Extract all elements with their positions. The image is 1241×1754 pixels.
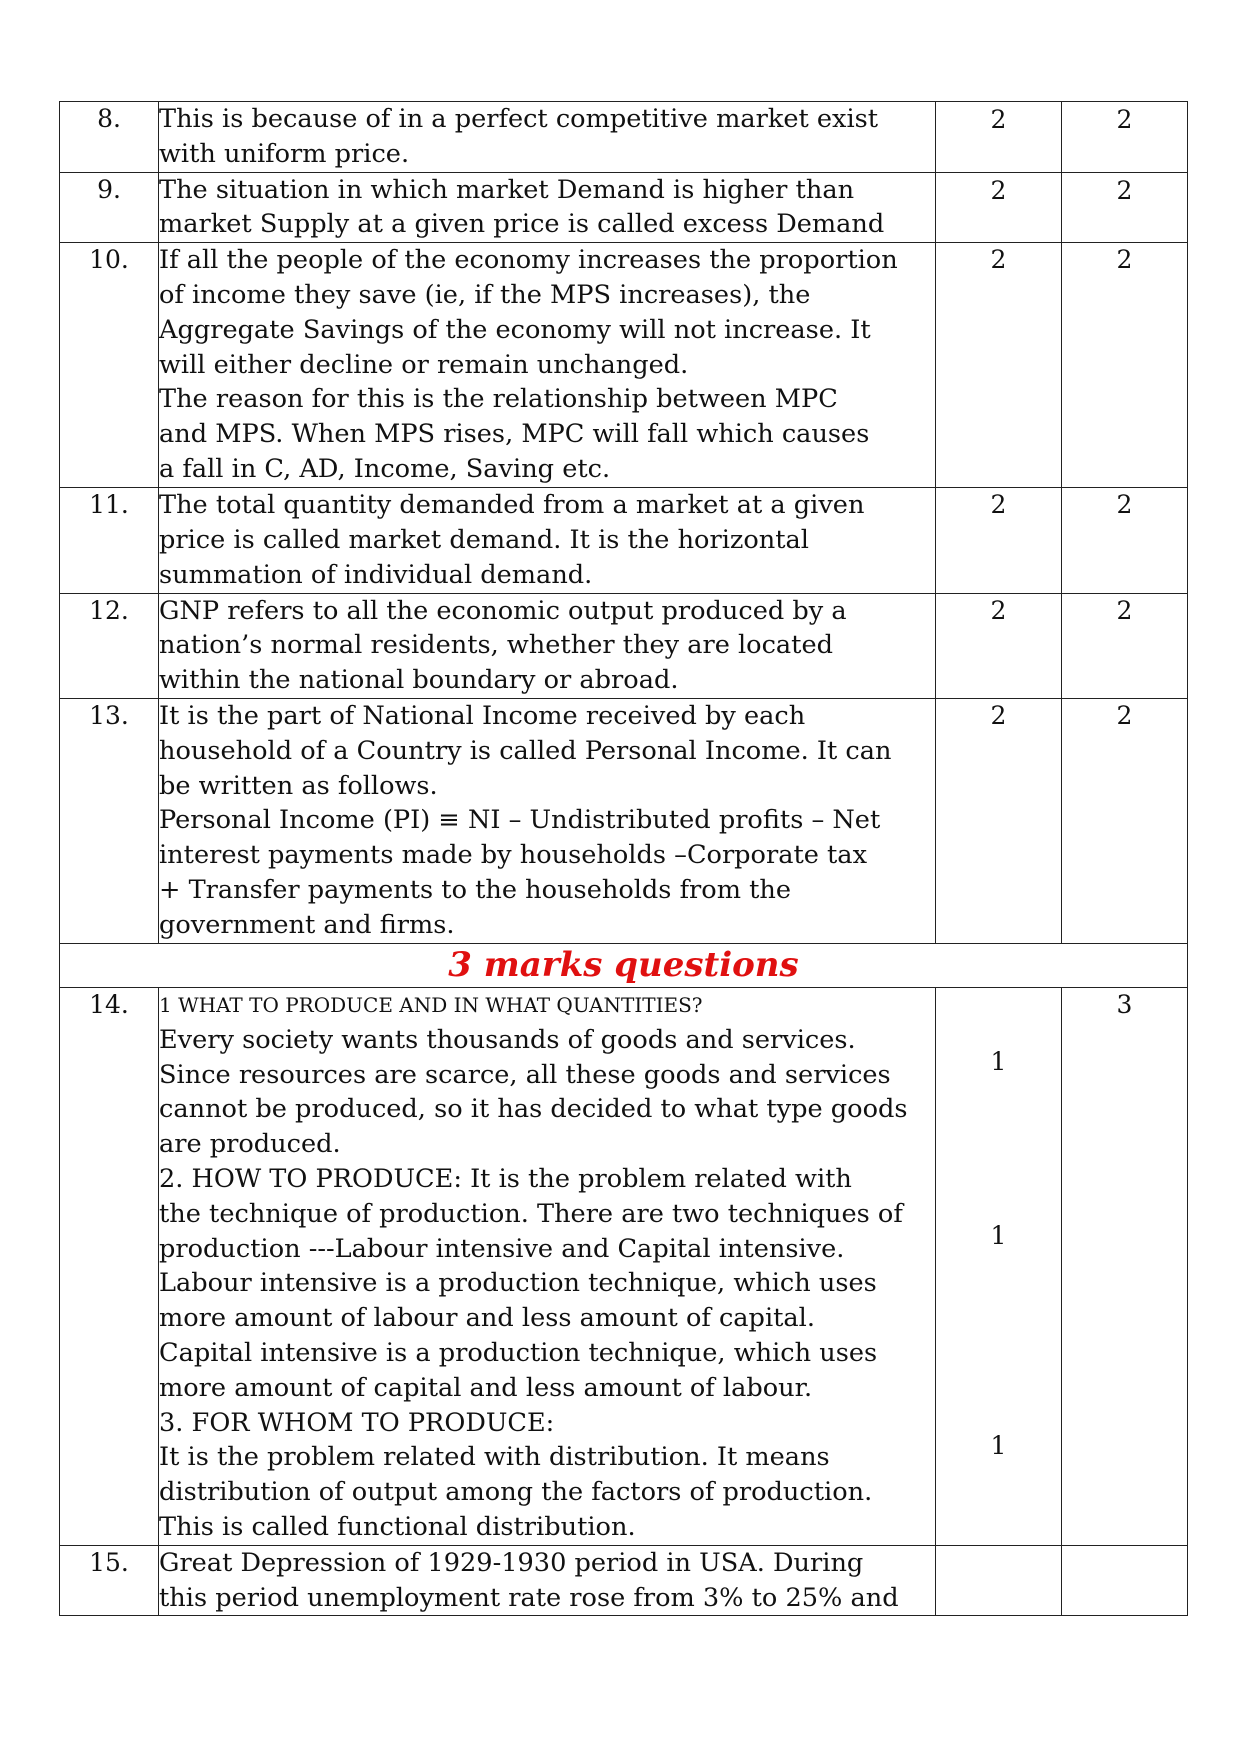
answer-line: GNP refers to all the economic output produced by a bbox=[159, 595, 847, 626]
marks-total: 2 bbox=[1062, 243, 1188, 488]
answer-line: The total quantity demanded from a market at a given bbox=[159, 490, 865, 521]
answer-line: Every society wants thousands of goods and services. bbox=[159, 1024, 856, 1055]
answer-line: more amount of labour and less amount of capital. bbox=[159, 1303, 815, 1334]
answer-text bbox=[159, 172, 936, 243]
marks-split: 2 bbox=[936, 102, 1062, 173]
section-title: 3 marks questions bbox=[60, 943, 1188, 987]
answer-text bbox=[159, 1545, 936, 1616]
answer-line: + Transfer payments to the households from the bbox=[159, 874, 792, 905]
answer-line: with uniform price. bbox=[159, 138, 410, 169]
table-row bbox=[60, 698, 1188, 943]
table-row bbox=[60, 243, 1188, 488]
answer-line: Great Depression of 1929-1930 period in USA. During bbox=[159, 1547, 864, 1578]
marks-split: 2 bbox=[936, 243, 1062, 488]
answer-line: distribution of output among the factors of production. bbox=[159, 1477, 873, 1508]
answer-text bbox=[159, 593, 936, 698]
answer-line: the technique of production. There are two techniques of bbox=[159, 1198, 903, 1229]
answer-line: The situation in which market Demand is higher than bbox=[159, 174, 855, 205]
answer-line: within the national boundary or abroad. bbox=[159, 665, 679, 696]
question-number: 13. bbox=[60, 698, 159, 943]
answer-line: interest payments made by households –Corporate tax bbox=[159, 840, 868, 871]
question-number: 9. bbox=[60, 172, 159, 243]
answer-line: production ---Labour intensive and Capital intensive. bbox=[159, 1233, 845, 1264]
answer-text bbox=[159, 987, 936, 1545]
answer-text bbox=[159, 243, 936, 488]
question-number: 12. bbox=[60, 593, 159, 698]
answer-line: this period unemployment rate rose from 3% to 25% and bbox=[159, 1582, 899, 1613]
table-row bbox=[60, 987, 1188, 1545]
answer-text bbox=[159, 698, 936, 943]
marks-total bbox=[1062, 1545, 1188, 1616]
answer-line: It is the part of National Income received by each bbox=[159, 700, 806, 731]
marks-total: 2 bbox=[1062, 698, 1188, 943]
table-row bbox=[60, 488, 1188, 593]
mark-part-2: 1 bbox=[990, 1220, 1007, 1250]
answer-heading: 1 WHAT TO PRODUCE AND IN WHAT QUANTITIES? bbox=[159, 992, 703, 1017]
question-number: 11. bbox=[60, 488, 159, 593]
answer-line: 3. FOR WHOM TO PRODUCE: bbox=[159, 1407, 555, 1438]
marks-split: 2 bbox=[936, 488, 1062, 593]
marks-total: 2 bbox=[1062, 593, 1188, 698]
answer-line: will either decline or remain unchanged. bbox=[159, 349, 689, 380]
answer-line: price is called market demand. It is the horizontal bbox=[159, 524, 809, 555]
answer-line: Since resources are scarce, all these goods and services bbox=[159, 1059, 891, 1090]
section-header-row bbox=[60, 943, 1188, 987]
question-number: 8. bbox=[60, 102, 159, 173]
answer-line: If all the people of the economy increases the proportion bbox=[159, 245, 898, 276]
answer-line: This is because of in a perfect competitive market exist bbox=[159, 104, 879, 134]
answer-line: It is the problem related with distribution. It means bbox=[159, 1442, 830, 1473]
answer-line: of income they save (ie, if the MPS increases), the bbox=[159, 279, 811, 310]
answer-line: a fall in C, AD, Income, Saving etc. bbox=[159, 453, 611, 484]
answer-line: are produced. bbox=[159, 1129, 341, 1160]
marks-split: 2 bbox=[936, 698, 1062, 943]
answer-line: more amount of capital and less amount of labour. bbox=[159, 1372, 813, 1403]
answer-line: Personal Income (PI) ≡ NI – Undistributed profits – Net bbox=[159, 805, 881, 836]
table-row bbox=[60, 172, 1188, 243]
answer-line: be written as follows. bbox=[159, 770, 438, 801]
question-number: 15. bbox=[60, 1545, 159, 1616]
answer-line: Labour intensive is a production technique, which uses bbox=[159, 1268, 877, 1299]
answer-line: 2. HOW TO PRODUCE: It is the problem related with bbox=[159, 1163, 852, 1194]
marks-split: 2 bbox=[936, 593, 1062, 698]
answer-line: cannot be produced, so it has decided to what type goods bbox=[159, 1094, 908, 1125]
answer-line: market Supply at a given price is called excess Demand bbox=[159, 209, 885, 240]
answer-line: and MPS. When MPS rises, MPC will fall which causes bbox=[159, 419, 870, 450]
table-row bbox=[60, 1545, 1188, 1616]
marks-split bbox=[936, 987, 1062, 1545]
answer-key-table bbox=[59, 101, 1188, 1616]
marks-split: 2 bbox=[936, 172, 1062, 243]
table-row bbox=[60, 593, 1188, 698]
answer-line: Capital intensive is a production technique, which uses bbox=[159, 1337, 878, 1368]
answer-line: Aggregate Savings of the economy will not increase. It bbox=[159, 314, 871, 345]
mark-part-3: 1 bbox=[990, 1430, 1007, 1460]
answer-line: nation’s normal residents, whether they are located bbox=[159, 630, 833, 661]
marks-total: 2 bbox=[1062, 172, 1188, 243]
marks-total: 3 bbox=[1062, 987, 1188, 1545]
answer-line: summation of individual demand. bbox=[159, 559, 593, 590]
answer-line: government and firms. bbox=[159, 909, 455, 940]
answer-text bbox=[159, 488, 936, 593]
table-row bbox=[60, 102, 1188, 173]
answer-line: household of a Country is called Personal Income. It can bbox=[159, 735, 892, 766]
mark-part-1: 1 bbox=[990, 1046, 1007, 1076]
marks-total: 2 bbox=[1062, 488, 1188, 593]
question-number: 10. bbox=[60, 243, 159, 488]
answer-line: This is called functional distribution. bbox=[159, 1511, 636, 1542]
answer-text bbox=[159, 102, 936, 173]
marks-split bbox=[936, 1545, 1062, 1616]
question-number: 14. bbox=[60, 987, 159, 1545]
marks-total: 2 bbox=[1062, 102, 1188, 173]
answer-line: The reason for this is the relationship between MPC bbox=[159, 384, 838, 415]
